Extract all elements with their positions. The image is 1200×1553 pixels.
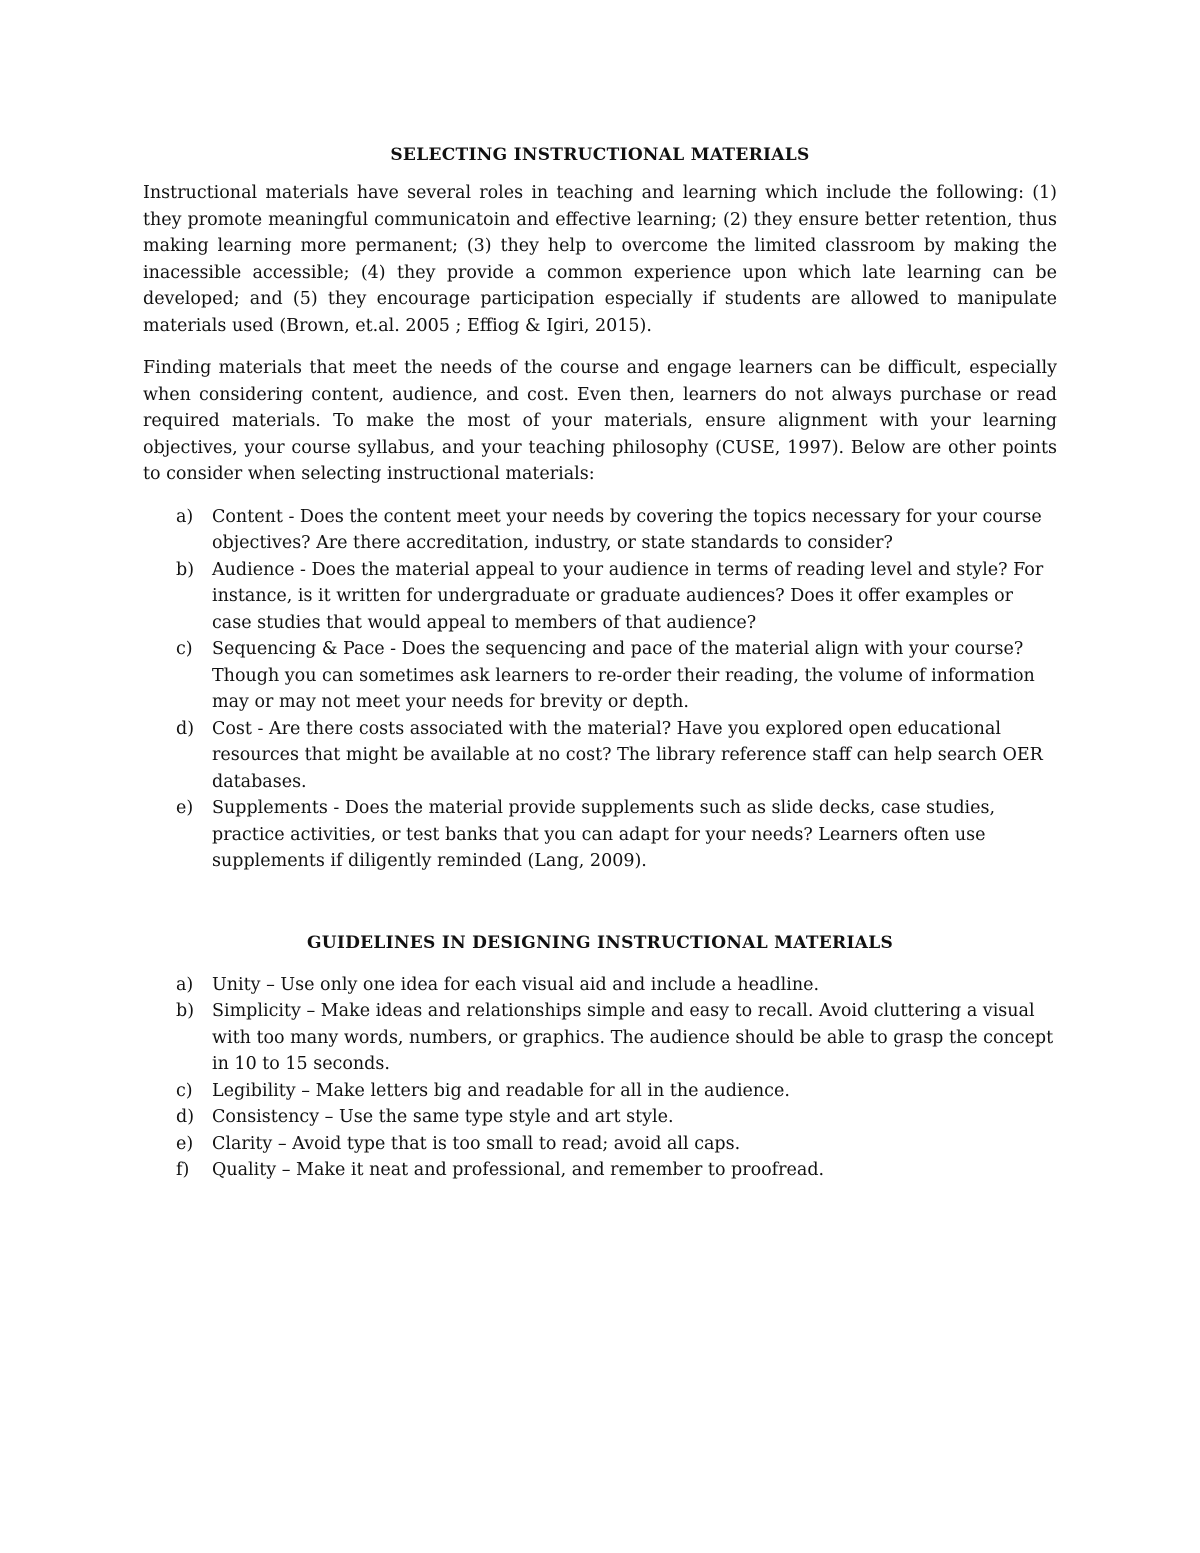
intro-paragraph: Instructional materials have several roles in teaching and learning which include the following: (1) they promote meaningful communicatoin and effective learning; (2) they ensure better retention, thus making learning more permanent; (3) they help to overcome the limited classroom by making the inacessible accessible; (4) they provide a common experience upon which late learning can be developed; and (5) they encourage participation especially if students are allowed to manipulate materials used (Brown, et.al. 2005 ; Effiog & Igiri, 2015). (143, 183, 1057, 336)
list-item-text: Simplicity – Make ideas and relationships simple and easy to recall. Avoid cluttering a visual with too many words, numbers, or graphics. The audience should be able to grasp the concept in 10 to 15 seconds. (212, 1001, 1054, 1074)
list-marker: e) (176, 1133, 194, 1154)
list-item (143, 972, 1057, 999)
list-marker: d) (176, 1107, 195, 1127)
list-marker: c) (176, 639, 193, 659)
list-marker: a) (176, 506, 194, 527)
list-marker: c) (176, 1080, 193, 1101)
list-item-text: Unity – Use only one idea for each visual aid and include a headline. (212, 974, 820, 995)
list-item-text: Cost - Are there costs associated with the material? Have you explored open educational resources that might be available at no cost? The library reference staff can help search OER databases. (212, 718, 1043, 792)
list-item-text: Content - Does the content meet your needs by covering the topics necessary for your course objectives? Are there accreditation, industry, or state standards to consider? (212, 506, 1042, 553)
list-marker: a) (176, 974, 194, 995)
list-item-text: Quality – Make it neat and professional, and remember to proofread. (212, 1160, 825, 1180)
list-item (143, 1078, 1057, 1105)
list-item-text: Sequencing & Pace - Does the sequencing and pace of the material align with your course? Though you can sometimes ask learners to re-order their reading, the volume of information may or may not meet your needs for brevity or depth. (212, 639, 1035, 712)
finding-materials-paragraph: Finding materials that meet the needs of the course and engage learners can be difficult, especially when considering content, audience, and cost. Even then, learners do not always purchase or read required materials. To make the most of your materials, ensure alignment with your learning objectives, your course syllabus, and your teaching philosophy (CUSE, 1997). Below are other points to consider when selecting instructional materials: (143, 358, 1057, 484)
list-item (143, 1157, 1057, 1184)
list-marker: e) (176, 798, 194, 818)
list-item (143, 1131, 1057, 1158)
list-item (143, 1104, 1057, 1131)
list-item-text: Supplements - Does the material provide supplements such as slide decks, case studies, practice activities, or test banks that you can adapt for your needs? Learners often use supplements if diligently reminded (Lang, 2009). (212, 798, 996, 871)
list-marker: d) (176, 718, 195, 739)
selection-points-list (143, 504, 1057, 875)
list-item-text: Consistency – Use the same type style and art style. (212, 1107, 674, 1127)
section-heading-selecting: SELECTING INSTRUCTIONAL MATERIALS (390, 145, 810, 165)
document-content (143, 142, 1057, 1184)
list-item (143, 557, 1057, 637)
section-heading-guidelines: GUIDELINES IN DESIGNING INSTRUCTIONAL MATERIALS (306, 932, 894, 953)
list-item-text: Clarity – Avoid type that is too small to read; avoid all caps. (212, 1133, 741, 1154)
list-item (143, 998, 1057, 1078)
list-item-text: Audience - Does the material appeal to your audience in terms of reading level and style? For instance, is it written for undergraduate or graduate audiences? Does it offer examples or case studies that would appeal to members of that audience? (212, 559, 1044, 633)
list-item-text: Legibility – Make letters big and readable for all in the audience. (212, 1080, 790, 1101)
list-item (143, 795, 1057, 875)
list-marker: b) (176, 1001, 195, 1021)
list-marker: f) (176, 1160, 190, 1180)
list-item (143, 716, 1057, 796)
list-item (143, 636, 1057, 716)
list-item (143, 504, 1057, 557)
guidelines-list (143, 972, 1057, 1184)
list-marker: b) (176, 559, 195, 580)
